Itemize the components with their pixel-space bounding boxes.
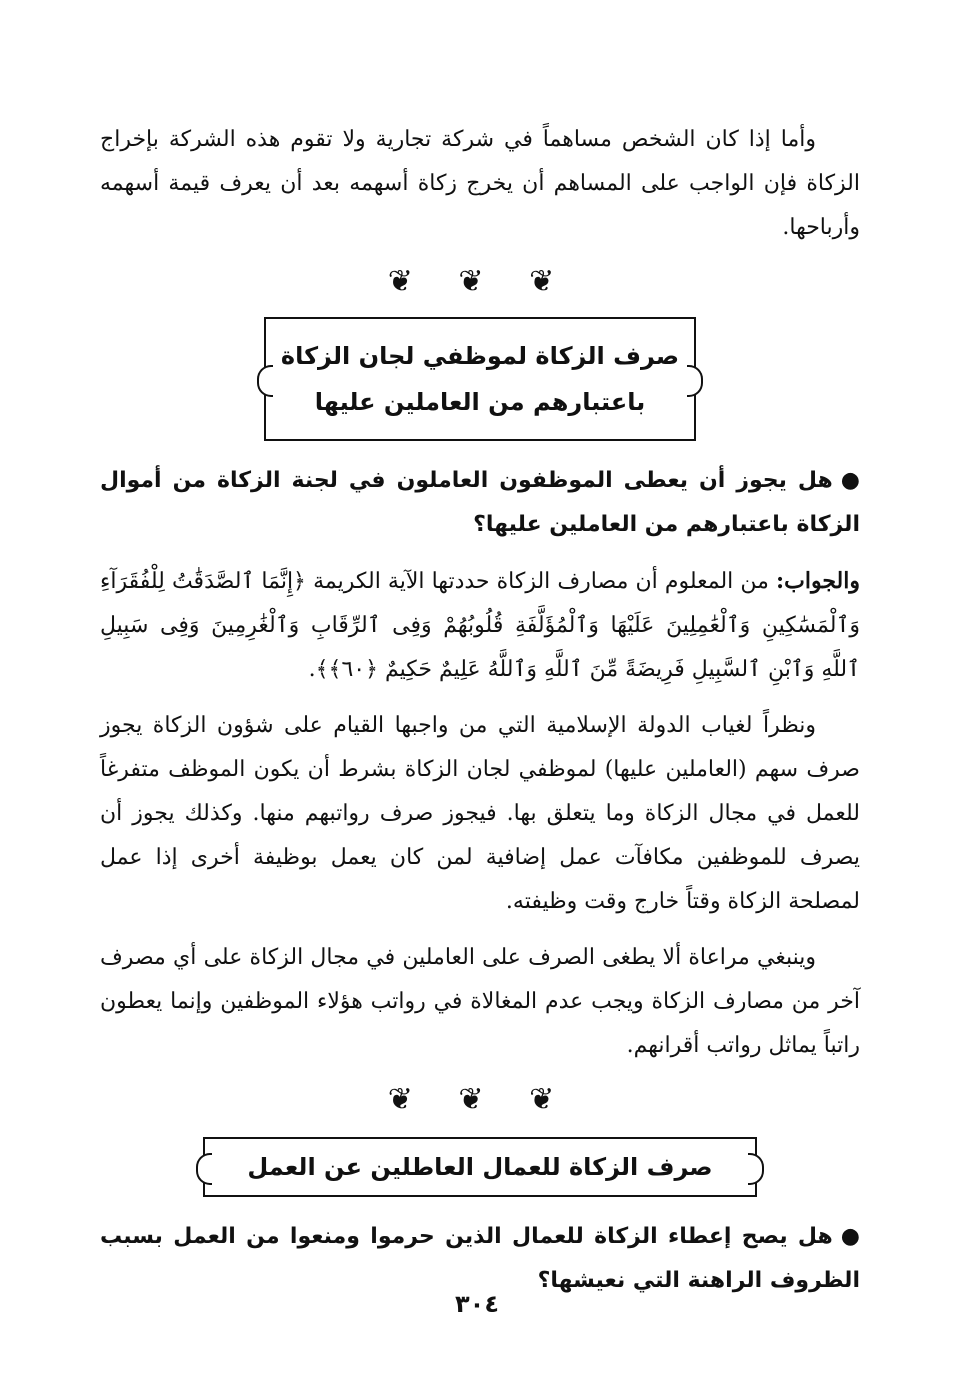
answer-1 <box>100 559 860 692</box>
paragraph-caution: وينبغي مراعاة ألا يطغى الصرف على العاملين في مجال الزكاة على أي مصرف آخر من مصارف الزكاة ويجب عدم المغالاة في رواتب هؤلاء الموظفين وإنما يعطون راتباً يماثل رواتب أقرانهم. <box>100 945 860 1058</box>
question-2-text: هل يصح إعطاء الزكاة للعمال الذين حرموا ومنعوا من العمل بسبب الظروف الراهنة التي نعيشها؟ <box>100 1224 860 1293</box>
question-1-text: هل يجوز أن يعطى الموظفون العاملون في لجنة الزكاة من أموال الزكاة باعتبارهم من العاملين عليها؟ <box>100 468 860 537</box>
section-title-box-1 <box>264 317 696 441</box>
question-1 <box>100 459 860 547</box>
answer-label: والجواب: <box>776 568 860 594</box>
ornament-divider: ❦ ❦ ❦ <box>387 264 573 299</box>
quran-verse: ﴿إِنَّمَا ٱلصَّدَقَٰتُ لِلْفُقَرَآءِ وَٱلْمَسَٰكِينِ وَٱلْعَٰمِلِينَ عَلَيْهَا وَٱلْمُؤَلَّفَةِ قُلُوبُهُمْ وَفِى ٱلرِّقَابِ وَٱلْغَٰرِمِينَ وَفِى سَبِيلِ ٱللَّهِ وَٱبْنِ ٱلسَّبِيلِ فَرِيضَةً مِّنَ ٱللَّهِ وَٱللَّهُ عَلِيمٌ حَكِيمٌ ﴿٦٠﴾﴾. <box>100 569 860 682</box>
page-body <box>100 118 860 1315</box>
ornament-divider-2: ❦ ❦ ❦ <box>387 1082 573 1117</box>
section-title-box-2 <box>203 1137 757 1197</box>
bullet-icon: ● <box>840 468 860 493</box>
section-title-2: صرف الزكاة للعمال العاطلين عن العمل <box>247 1153 713 1181</box>
answer-text: من المعلوم أن مصارف الزكاة حددتها الآية الكريمة <box>313 569 769 594</box>
page-number: ٣٠٤ <box>455 1290 499 1318</box>
bullet-icon: ● <box>840 1224 860 1249</box>
paragraph-shares: وأما إذا كان الشخص مساهماً في شركة تجارية ولا تقوم هذه الشركة بإخراج الزكاة فإن الواجب على المساهم أن يخرج زكاة أسهمه بعد أن يعرف قيمة أسهمه وأرباحها. <box>100 127 860 240</box>
section-title-line-2: باعتبارهم من العاملين عليها <box>314 388 646 416</box>
paragraph-salaries: ونظراً لغياب الدولة الإسلامية التي من واجبها القيام على شؤون الزكاة يجوز صرف سهم (العاملين عليها) لموظفي لجان الزكاة بشرط أن يكون الموظف متفرغاً للعمل في مجال الزكاة وما يتعلق بها. فيجوز صرف رواتبهم منها. وكذلك يجوز أن يصرف للموظفين مكافآت عمل إضافية لمن كان يعمل بوظيفة أخرى إذا عمل لمصلحة الزكاة وقتاً خارج وقت وظيفته. <box>100 713 860 914</box>
section-title-line-1: صرف الزكاة لموظفي لجان الزكاة <box>280 342 680 370</box>
